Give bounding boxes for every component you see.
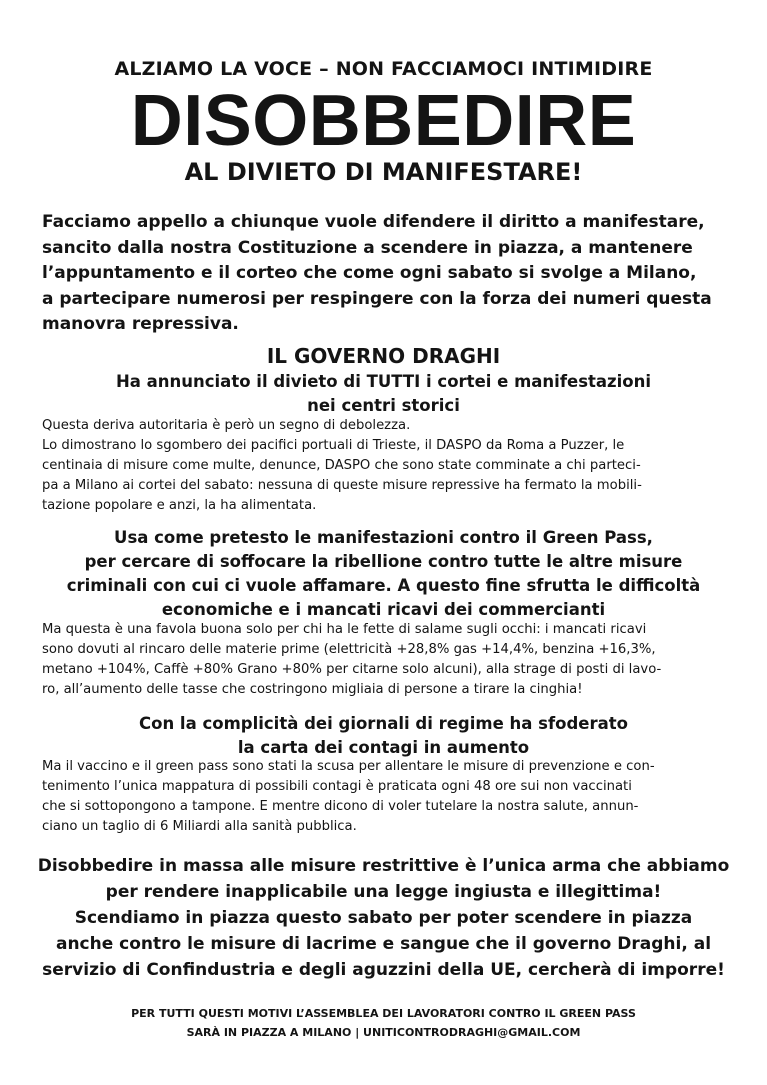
section3-heading-line: la carta dei contagi in aumento	[237, 738, 530, 757]
body-line: che si sottopongono a tampone. E mentre dicono di voler tutelare la nostra salute, annun-	[42, 799, 639, 814]
intro-line: manovra repressiva.	[42, 314, 239, 334]
section3-body	[42, 757, 730, 837]
intro-line: l’appuntamento e il corteo che come ogni sabato si svolge a Milano,	[42, 263, 697, 283]
body-line: metano +104%, Caffè +80% Grano +80% per citarne solo alcuni), alla strage di posti di lavo-	[42, 662, 662, 677]
heading-text: Ha annunciato il divieto di	[115, 372, 367, 391]
closing-call	[30, 853, 737, 983]
section3-heading	[60, 712, 707, 760]
body-line: tazione popolare e anzi, la ha alimentata.	[42, 498, 317, 513]
kicker-title: ALZIAMO LA VOCE – NON FACCIAMOCI INTIMIDIRE	[114, 58, 653, 80]
body-line: Questa deriva autoritaria è però un segno di debolezza.	[42, 418, 411, 433]
section1-heading	[60, 370, 707, 418]
section2-heading-line: criminali con cui ci vuole affamare. A questo fine sfrutta le difficoltà	[66, 576, 701, 595]
body-line: pa a Milano ai cortei del sabato: nessuna di queste misure repressive ha fermato la mobili-	[42, 478, 642, 493]
section2-heading-line: economiche e i mancati ricavi dei commercianti	[161, 600, 606, 619]
body-line: Lo dimostrano lo sgombero dei pacifici portuali di Trieste, il DASPO da Roma a Puzzer, le	[42, 438, 625, 453]
intro-line: Facciamo appello a chiunque vuole difendere il diritto a manifestare,	[42, 212, 705, 232]
section1-heading-line: nei centri storici	[307, 396, 460, 415]
footer	[0, 1004, 767, 1042]
body-line: Ma il vaccino e il green pass sono stati la scusa per allentare le misure di prevenzione e con-	[42, 759, 655, 774]
closing-line: Scendiamo in piazza questo sabato per poter scendere in piazza	[74, 908, 693, 928]
closing-line: servizio di Confindustria e degli aguzzini della UE, cercherà di imporre!	[42, 960, 725, 980]
section1-body	[42, 416, 730, 516]
body-line: tenimento l’unica mappatura di possibili contagi è praticata ogni 48 ore sui non vaccinati	[42, 779, 632, 794]
section2-body	[42, 620, 730, 700]
main-headline: DISOBBEDIRE	[130, 81, 637, 161]
body-line: sono dovuti al rincaro delle materie prime (elettricità +28,8% gas +14,4%, benzina +16,3%,	[42, 642, 656, 657]
section1-heading-line	[60, 370, 707, 394]
heading-emphasis: TUTTI	[366, 372, 421, 391]
section3-heading-line: Con la complicità dei giornali di regime ha sfoderato	[139, 714, 628, 733]
section2-heading-line: per cercare di soffocare la ribellione contro tutte le altre misure	[84, 552, 683, 571]
intro-paragraph	[42, 210, 742, 338]
heading-text: i cortei e manifestazioni	[420, 372, 652, 391]
closing-line: anche contro le misure di lacrime e sangue che il governo Draghi, al	[55, 934, 712, 954]
sub-headline: AL DIVIETO DI MANIFESTARE!	[184, 158, 583, 186]
body-line: ro, all’aumento delle tasse che costringono migliaia di persone a tirare la cinghia!	[42, 682, 583, 697]
section-title-governo: IL GOVERNO DRAGHI	[266, 344, 501, 368]
section2-heading	[40, 526, 727, 622]
body-line: ciano un taglio di 6 Miliardi alla sanità pubblica.	[42, 819, 357, 834]
body-line: centinaia di misure come multe, denunce, DASPO che sono state comminate a chi parteci-	[42, 458, 641, 473]
intro-line: a partecipare numerosi per respingere con la forza dei numeri questa	[42, 288, 712, 309]
closing-line: Disobbedire in massa alle misure restrittive è l’unica arma che abbiamo	[37, 856, 730, 876]
intro-line: sancito dalla nostra Costituzione a scendere in piazza, a mantenere	[42, 237, 693, 258]
closing-line: per rendere inapplicabile una legge ingiusta e illegittima!	[105, 882, 662, 902]
footer-line: PER TUTTI QUESTI MOTIVI L’ASSEMBLEA DEI LAVORATORI CONTRO IL GREEN PASS	[131, 1007, 636, 1020]
footer-contact-line: SARÀ IN PIAZZA A MILANO | UNITICONTRODRAGHI@GMAIL.COM	[186, 1026, 581, 1039]
section2-heading-line: Usa come pretesto le manifestazioni contro il Green Pass,	[114, 528, 653, 547]
body-line: Ma questa è una favola buona solo per chi ha le fette di salame sugli occhi: i mancati ricavi	[42, 622, 647, 637]
